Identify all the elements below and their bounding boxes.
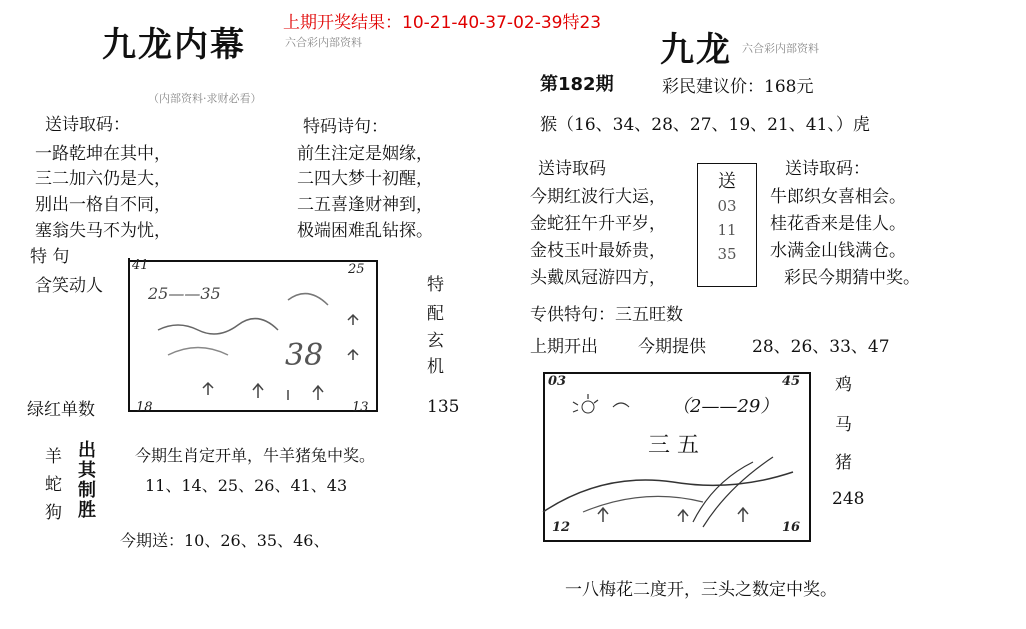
right-poem-line: 金蛇狂午升平岁， <box>530 214 666 234</box>
last-open-label: 上期开出 <box>530 337 598 357</box>
left-title: 九龙内幕 <box>102 25 246 65</box>
send-box-number: 35 <box>717 245 737 263</box>
offer-label: 今期提供 <box>638 337 706 357</box>
right-poem-header: 送诗取码 <box>538 159 606 179</box>
right-poem2-line: 彩民今期猜中奖。 <box>784 268 920 288</box>
right-poem-line: 头戴凤冠游四方， <box>530 268 666 288</box>
right-title: 九龙 <box>660 30 732 70</box>
animal-label: 狗 <box>45 503 62 523</box>
vertical-phrase-char: 胜 <box>78 500 96 521</box>
price-suggestion: 彩民建议价：168元 <box>662 77 814 97</box>
left-faint-sub: （内部资料·求财必看） <box>148 92 262 105</box>
left-numbers: 11、14、25、26、41、43 <box>145 476 348 495</box>
send-number-box <box>697 163 757 287</box>
lottery-result-banner: 上期开奖结果：10-21-40-37-02-39特23 <box>283 13 602 33</box>
left-poem-line: 别出一格自不同， <box>35 195 171 215</box>
right-poem2-line: 水满金山钱满仓。 <box>770 241 906 261</box>
left-corner-tl: 41 <box>132 258 149 273</box>
right-poem2-line: 牛郎织女喜相会。 <box>770 187 906 207</box>
green-red-odd-label: 绿红单数 <box>27 400 95 420</box>
left-poem-line: 塞翁失马不为忧， <box>35 221 171 241</box>
right-corner-tl: 03 <box>548 374 567 389</box>
right-poem-line: 今期红波行大运， <box>530 187 666 207</box>
right-side-char: 鸡 <box>835 375 852 395</box>
left-sketch-number: 38 <box>285 338 324 373</box>
right-poem2-line: 桂花香来是佳人。 <box>770 214 906 234</box>
right-faint-sub: 六合彩内部资料 <box>742 42 819 55</box>
left-special-poem-header: 特码诗句： <box>303 117 388 137</box>
left-faint-top: 六合彩内部资料 <box>285 36 362 49</box>
number-135: 135 <box>427 397 460 417</box>
left-corner-tr: 25 <box>348 262 365 277</box>
side-vertical-char: 配 <box>427 304 444 324</box>
right-corner-tr: 45 <box>782 374 801 389</box>
left-special-poem-line: 极端困难乱钻探。 <box>297 221 433 241</box>
left-corner-bl: 18 <box>136 400 153 415</box>
left-sketch-drawing <box>128 260 378 410</box>
left-poem-line: 一路乾坤在其中， <box>35 144 171 164</box>
left-corner-br: 13 <box>352 400 369 415</box>
right-side-char: 马 <box>835 415 852 435</box>
side-vertical-char: 玄 <box>427 331 444 351</box>
left-poem-line: 三二加六仍是大， <box>35 169 171 189</box>
vertical-phrase-char: 制 <box>78 480 96 501</box>
right-sketch-drawing <box>543 372 807 538</box>
issue-number: 第182期 <box>540 74 614 95</box>
right-corner-br: 16 <box>782 520 801 535</box>
right-bottom-line: 一八梅花二度开，三头之数定中奖。 <box>565 580 837 600</box>
left-sketch-text: 25——35 <box>148 284 221 303</box>
left-poem-header: 送诗取码： <box>45 115 130 135</box>
right-side-char: 猪 <box>835 453 852 473</box>
right-sketch-text: （2——29） <box>672 396 779 417</box>
offer-numbers: 28、26、33、47 <box>752 337 890 357</box>
animal-label: 蛇 <box>45 475 62 495</box>
left-special-poem-line: 二四大梦十初醒， <box>297 169 433 189</box>
left-special-poem-line: 前生注定是姻缘， <box>297 144 433 164</box>
left-special-poem-line: 二五喜逢财神到， <box>297 195 433 215</box>
send-box-label: 送 <box>718 171 736 192</box>
right-corner-bl: 12 <box>552 520 571 535</box>
number-248: 248 <box>832 489 865 509</box>
special-sentence-label: 特 句 <box>30 247 70 267</box>
send-box-number: 03 <box>717 197 737 215</box>
han-xiao-label: 含笑动人 <box>35 276 103 296</box>
monkey-tiger-line: 猴（16、34、28、27、19、21、41、）虎 <box>540 115 870 135</box>
side-vertical-char: 特 <box>427 275 444 295</box>
side-vertical-char: 机 <box>427 357 444 377</box>
send-box-number: 11 <box>717 221 737 239</box>
vertical-phrase-char: 出 <box>78 440 96 461</box>
vertical-phrase-char: 其 <box>78 460 96 481</box>
right-poem-line: 金枝玉叶最娇贵， <box>530 241 666 261</box>
right-poem2-header: 送诗取码： <box>785 159 870 179</box>
right-sketch-chars: 三 五 <box>648 433 699 458</box>
special-poem: 专供特句：三五旺数 <box>530 305 683 325</box>
animal-label: 羊 <box>45 447 62 467</box>
this-period-send: 今期送：10、26、35、46、 <box>120 531 330 550</box>
zodiac-statement: 今期生肖定开单，牛羊猪兔中奖。 <box>135 446 376 465</box>
